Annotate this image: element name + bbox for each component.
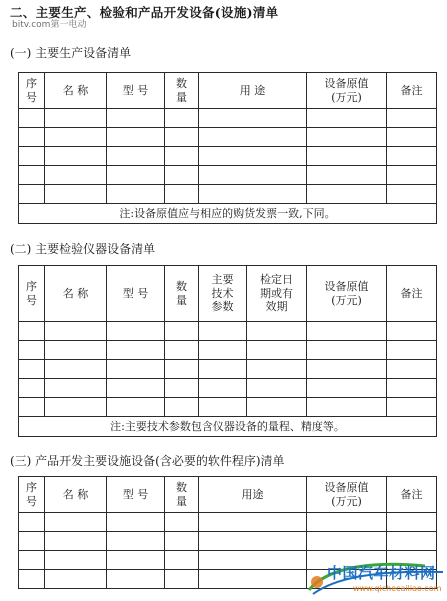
header-period: 检定日 期或有 效期 bbox=[247, 266, 307, 322]
header-qty: 数 量 bbox=[165, 266, 199, 322]
table-row bbox=[19, 341, 437, 360]
table-row bbox=[19, 513, 437, 532]
header-no: 序 号 bbox=[19, 477, 45, 513]
inspection-equipment-table bbox=[18, 265, 437, 437]
logo-name: 中国汽车材料网 bbox=[327, 564, 436, 582]
watermark-text: bitv.com第一电动 bbox=[12, 20, 87, 30]
section-title-production: (一) 主要生产设备清单 bbox=[10, 46, 132, 60]
header-qty: 数 量 bbox=[165, 73, 199, 109]
table-row bbox=[19, 166, 437, 185]
header-model: 型 号 bbox=[107, 73, 165, 109]
header-use: 用途 bbox=[199, 477, 307, 513]
table-header-row bbox=[19, 73, 437, 109]
table-row bbox=[19, 398, 437, 417]
header-value: 设备原值 (万元) bbox=[307, 266, 387, 322]
table-row bbox=[19, 322, 437, 341]
header-value: 设备原值 (万元) bbox=[307, 477, 387, 513]
header-model: 型 号 bbox=[107, 266, 165, 322]
header-qty: 数 量 bbox=[165, 477, 199, 513]
header-note: 备注 bbox=[387, 477, 437, 513]
header-no: 序 号 bbox=[19, 73, 45, 109]
table-row bbox=[19, 360, 437, 379]
table-note-row bbox=[19, 417, 437, 437]
table-row bbox=[19, 128, 437, 147]
table-row bbox=[19, 109, 437, 128]
logo-url: www.qichecailiao.com bbox=[353, 584, 442, 593]
header-name: 名 称 bbox=[45, 477, 107, 513]
header-use: 用 途 bbox=[199, 73, 307, 109]
table-row bbox=[19, 532, 437, 551]
table-header-row bbox=[19, 477, 437, 513]
header-note: 备注 bbox=[387, 266, 437, 322]
table-note: 注:设备原值应与相应的购货发票一致,下同。 bbox=[19, 204, 437, 224]
site-logo bbox=[305, 560, 447, 601]
header-name: 名 称 bbox=[45, 73, 107, 109]
header-value: 设备原值 (万元) bbox=[307, 73, 387, 109]
table-row bbox=[19, 379, 437, 398]
table-row bbox=[19, 185, 437, 204]
section-title-development: (三) 产品开发主要设施设备(含必要的软件程序)清单 bbox=[10, 454, 285, 468]
header-param: 主要 技术 参数 bbox=[199, 266, 247, 322]
table-note: 注:主要技术参数包含仪器设备的量程、精度等。 bbox=[19, 417, 437, 437]
header-name: 名 称 bbox=[45, 266, 107, 322]
header-model: 型 号 bbox=[107, 477, 165, 513]
production-equipment-table bbox=[18, 72, 437, 224]
page-title: 二、主要生产、检验和产品开发设备(设施)清单 bbox=[10, 5, 279, 20]
table-row bbox=[19, 147, 437, 166]
table-note-row bbox=[19, 204, 437, 224]
header-no: 序 号 bbox=[19, 266, 45, 322]
header-note: 备注 bbox=[387, 73, 437, 109]
table-header-row bbox=[19, 266, 437, 322]
section-title-inspection: (二) 主要检验仪器设备清单 bbox=[10, 242, 156, 256]
